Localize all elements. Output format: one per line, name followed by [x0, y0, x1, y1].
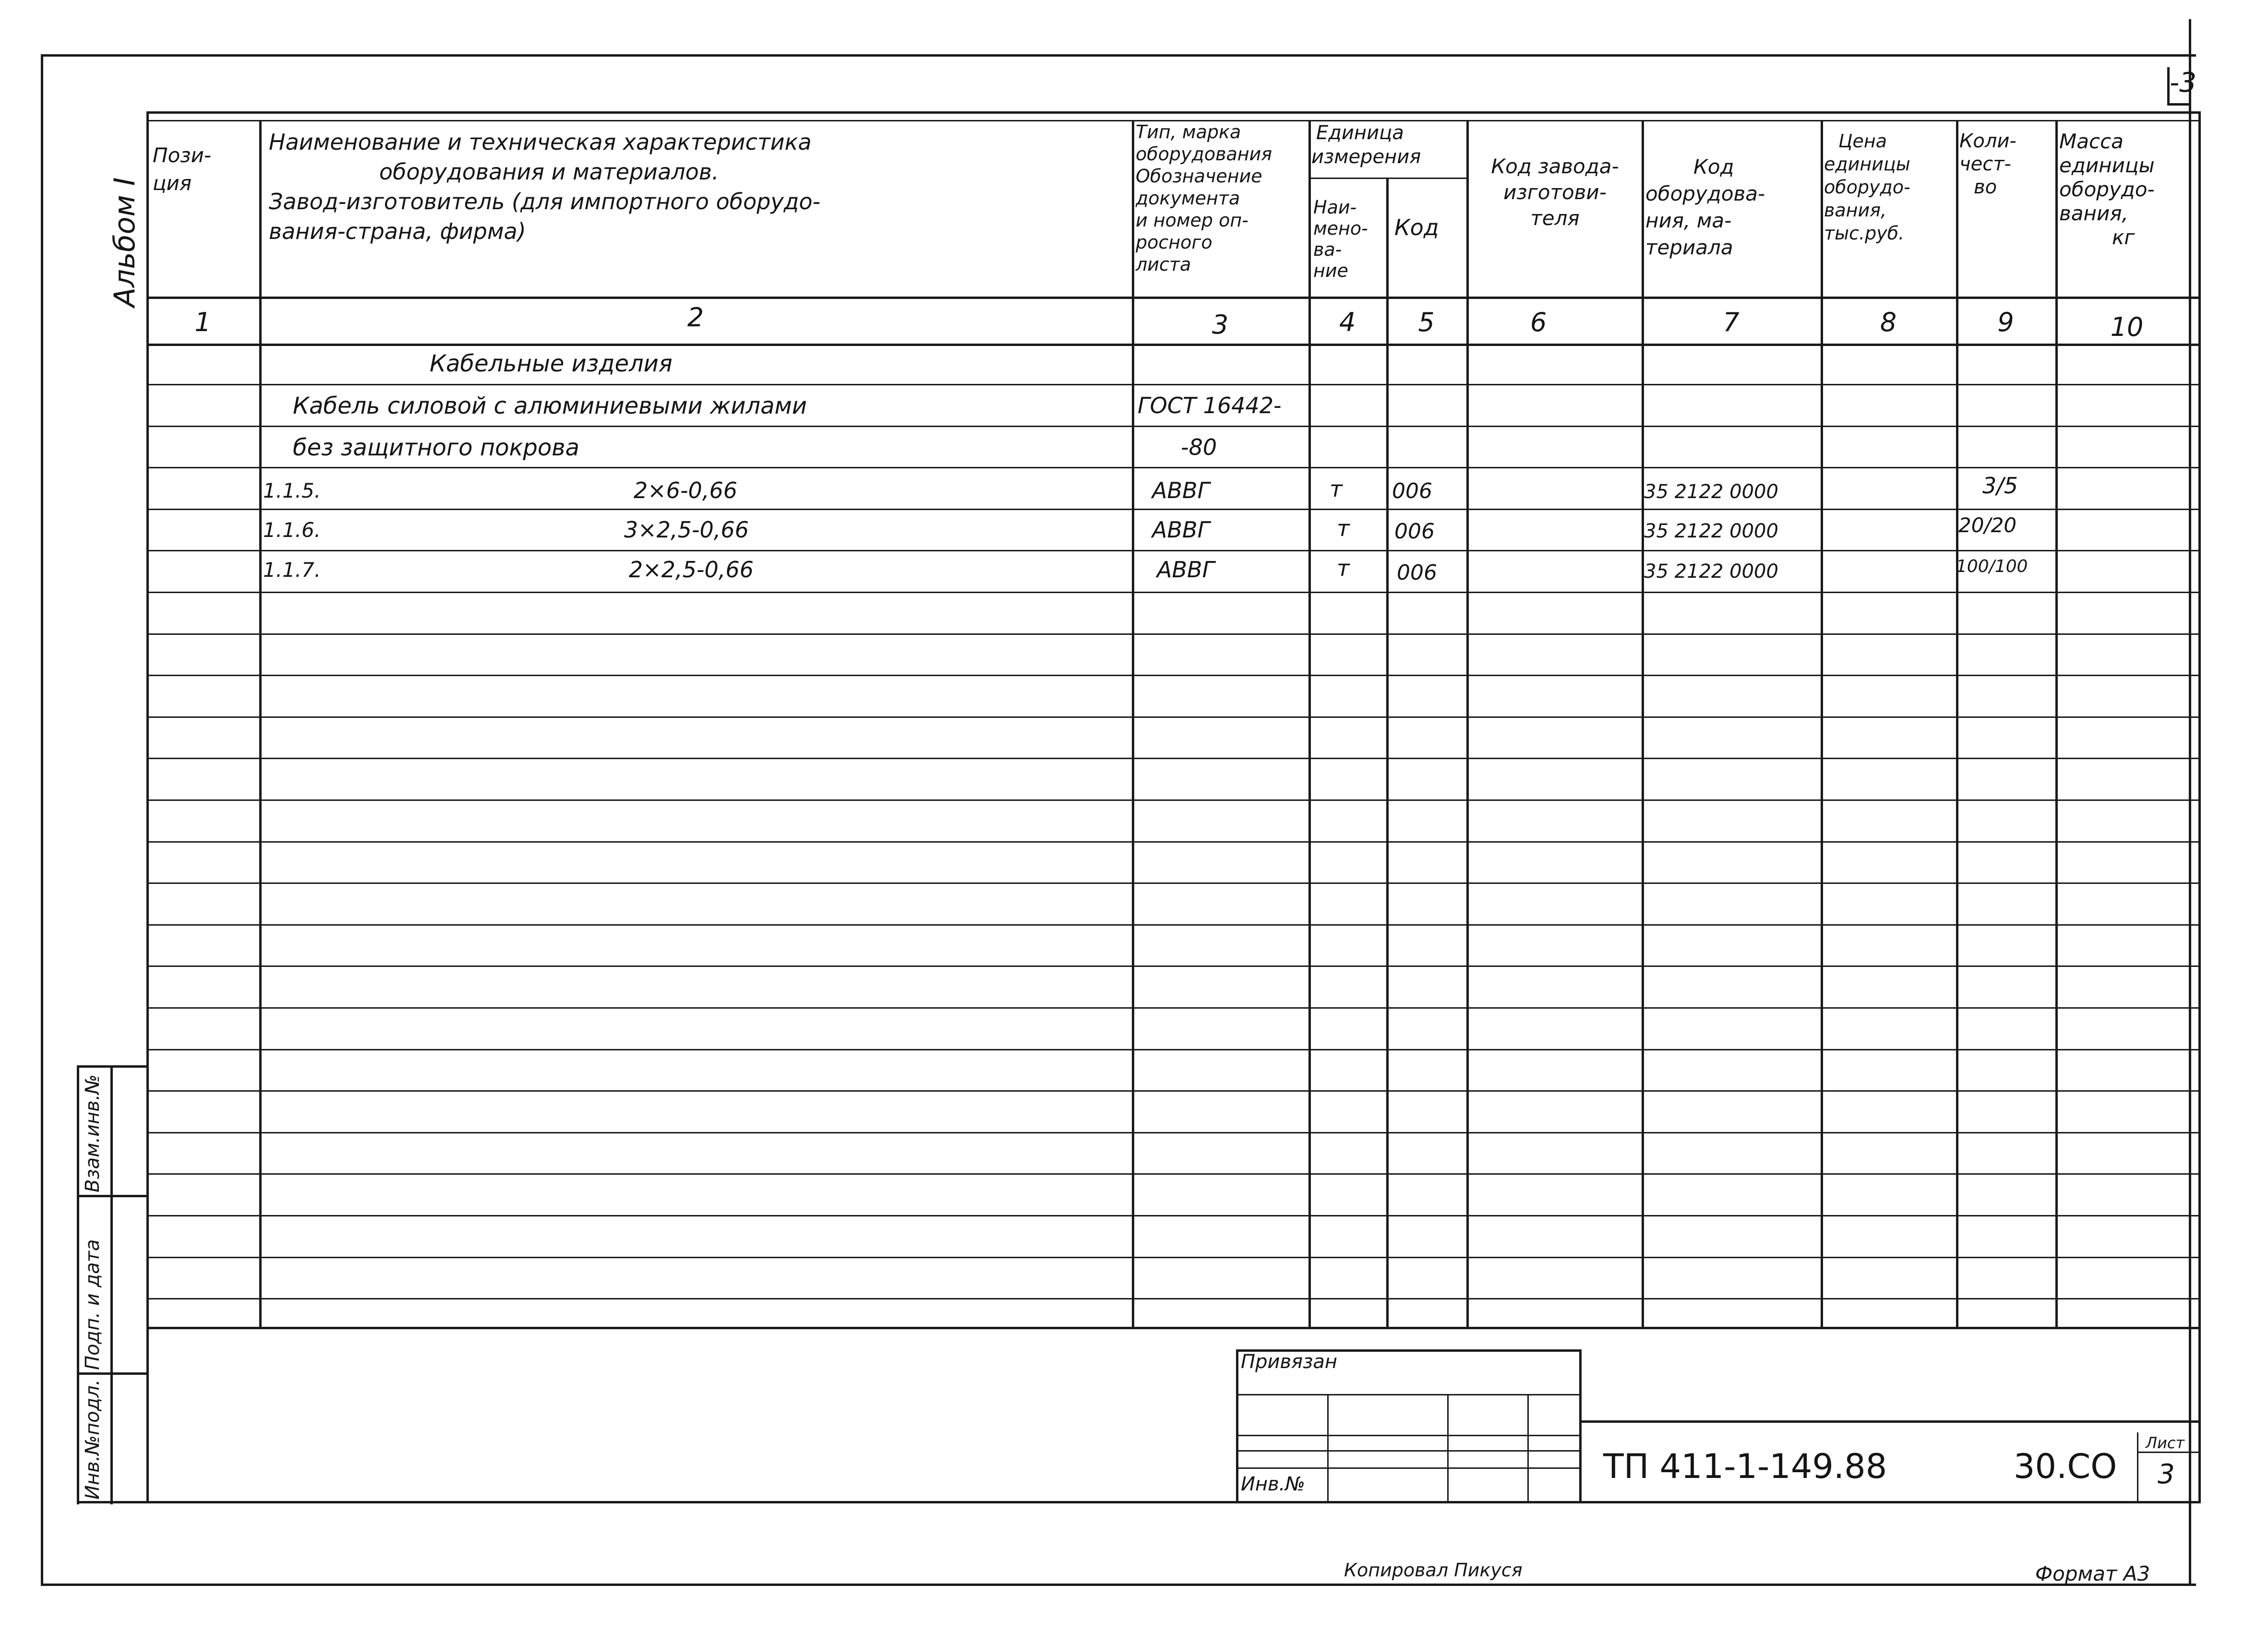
left-stamp-top	[77, 1065, 146, 1068]
stamp-vsep-1	[1327, 1394, 1329, 1502]
row-cable-type-2: -80	[1181, 434, 1217, 460]
item-unit: т	[1337, 515, 1350, 541]
item-unit-code: 006	[1397, 560, 1437, 585]
colnum-5: 5	[1418, 307, 1435, 337]
item-unit-code: 006	[1394, 519, 1435, 544]
col-sep-8	[1956, 120, 1958, 1327]
row-cable-name: Кабель силовой с алюминиевыми жилами	[293, 393, 807, 419]
header-unit: Единица измерения	[1311, 122, 1421, 168]
stamp-code-top	[1579, 1420, 2198, 1423]
table-bottom	[146, 1501, 2201, 1503]
col-sep-3	[1308, 120, 1311, 1327]
frame-right	[2189, 19, 2191, 1584]
colnum-9: 9	[1997, 307, 2014, 337]
side-label: Альбом I	[108, 177, 142, 307]
colnum-6: 6	[1530, 307, 1547, 337]
table-top	[146, 111, 2201, 114]
row-section-title: Кабельные изделия	[430, 350, 672, 377]
footer-copied: Копировал Пикуся	[1344, 1560, 1523, 1581]
item-unit: т	[1330, 476, 1343, 502]
row-line	[146, 1215, 2198, 1216]
stamp-section: 30.СО	[2014, 1447, 2117, 1486]
row-line	[146, 716, 2198, 718]
item-position: 1.1.7.	[263, 558, 321, 582]
row-line	[146, 1007, 2198, 1009]
corner-box-bottom	[2167, 103, 2191, 106]
col-sep-2	[1132, 120, 1134, 1327]
item-type: АВВГ	[1152, 477, 1210, 503]
colnum-7: 7	[1723, 307, 1740, 337]
header-col7: Код оборудова- ния, ма- териала	[1645, 155, 1765, 259]
colnums-bottom	[146, 344, 2198, 346]
header-col3: Тип, марка оборудования Обозначение документа и номер оп- росного листа	[1136, 121, 1272, 275]
stamp-privyazan-right	[1579, 1349, 1582, 1502]
row-line	[146, 592, 2198, 593]
header-col8: Цена единицы оборудо- вания, тыс.руб.	[1824, 131, 1910, 244]
frame-left	[41, 54, 43, 1585]
row-line	[146, 1257, 2198, 1258]
footer-format: Формат А3	[2035, 1562, 2150, 1585]
row-line	[146, 799, 2198, 801]
row-line	[146, 675, 2198, 676]
stamp-doc-code: ТП 411-1-149.88	[1603, 1447, 1887, 1486]
row-line	[146, 1090, 2198, 1092]
col-sep-6	[1642, 120, 1644, 1327]
stamp-vsep-3	[1527, 1394, 1529, 1502]
left-stamp-mid	[110, 1065, 113, 1504]
stamp-privyazan: Привязан	[1241, 1351, 1338, 1373]
stamp-sheet-no: 3	[2158, 1459, 2175, 1490]
item-unit: т	[1337, 555, 1350, 581]
row-line	[146, 841, 2198, 843]
frame-top	[41, 54, 2196, 57]
left-stamp-inv: Инв.№подл.	[82, 1379, 104, 1500]
colnum-10: 10	[2110, 312, 2144, 342]
row-cable-type: ГОСТ 16442-	[1138, 393, 1282, 418]
left-stamp-sep2	[77, 1372, 146, 1375]
stamp-sheet-left	[2137, 1432, 2138, 1502]
row-line	[146, 1049, 2198, 1050]
colnum-4: 4	[1339, 307, 1356, 337]
unit-subheader-line	[1308, 178, 1466, 179]
header-col6: Код завода- изготови- теля	[1491, 155, 1619, 230]
corner-mark: -3	[2170, 67, 2196, 98]
row-line	[146, 924, 2198, 926]
row-line	[146, 467, 2198, 468]
row-line	[146, 633, 2198, 635]
stamp-sheet-label: Лист	[2146, 1434, 2185, 1452]
stamp-vsep-2	[1447, 1394, 1449, 1502]
col-sep-9	[2055, 120, 2058, 1327]
row-line	[146, 384, 2198, 385]
row-line	[146, 882, 2198, 884]
left-stamp-left	[77, 1065, 79, 1504]
row-line	[146, 550, 2198, 551]
col-sep-7	[1821, 120, 1823, 1327]
item-mat-code: 35 2122 0000	[1644, 520, 1778, 542]
stamp-privyazan-left	[1236, 1349, 1238, 1502]
colnum-8: 8	[1880, 307, 1897, 337]
col-sep-5	[1466, 120, 1469, 1327]
item-qty: 100/100	[1956, 557, 2028, 576]
item-type: АВВГ	[1157, 557, 1215, 583]
row-line	[146, 965, 2198, 967]
row-cable-name-2: без защитного покрова	[293, 434, 580, 461]
header-col9: Коли- чест- во	[1959, 130, 2016, 198]
row-line	[146, 509, 2198, 510]
item-unit-code: 006	[1392, 479, 1432, 503]
item-mat-code: 35 2122 0000	[1644, 481, 1778, 503]
row-line	[146, 426, 2198, 427]
item-position: 1.1.5.	[263, 479, 321, 502]
header-col5: Код	[1394, 214, 1439, 240]
header-bottom	[146, 297, 2198, 299]
item-spec: 3×2,5-0,66	[624, 517, 749, 543]
row-line	[146, 1132, 2198, 1133]
header-col1: Пози- ция	[153, 143, 212, 195]
left-stamp-replace: Взам.инв.№	[82, 1074, 104, 1192]
row-line	[146, 1173, 2198, 1175]
colnum-1: 1	[194, 307, 211, 337]
header-col10: Масса единицы оборудо- вания, кг	[2059, 130, 2155, 249]
item-mat-code: 35 2122 0000	[1644, 560, 1778, 583]
left-stamp-sep1	[77, 1195, 146, 1197]
row-line	[146, 1298, 2198, 1299]
item-position: 1.1.6.	[263, 518, 321, 542]
item-type: АВВГ	[1152, 517, 1210, 543]
left-stamp-sign: Подп. и дата	[82, 1239, 104, 1370]
colnum-2: 2	[687, 302, 704, 333]
row-line	[146, 758, 2198, 759]
col-sep-1	[259, 120, 262, 1327]
table-right	[2198, 111, 2201, 1503]
colnum-3: 3	[1212, 310, 1229, 340]
left-stamp-bottom	[77, 1501, 146, 1503]
item-spec: 2×2,5-0,66	[629, 557, 754, 583]
frame-bottom	[41, 1584, 2196, 1586]
header-col2: Наименование и техническая характеристика оборудования и материалов. Завод-изготовитель (для импортного оборудо- вания-страна, фирма)	[269, 129, 821, 244]
table-body-bottom	[146, 1327, 2198, 1329]
item-qty: 3/5	[1982, 473, 2018, 499]
header-col4: Наи- мено- ва- ние	[1313, 197, 1368, 281]
stamp-inv-no: Инв.№	[1241, 1473, 1305, 1495]
item-spec: 2×6-0,66	[634, 477, 738, 503]
item-qty: 20/20	[1958, 513, 2017, 537]
col-sep-4	[1386, 178, 1389, 1327]
